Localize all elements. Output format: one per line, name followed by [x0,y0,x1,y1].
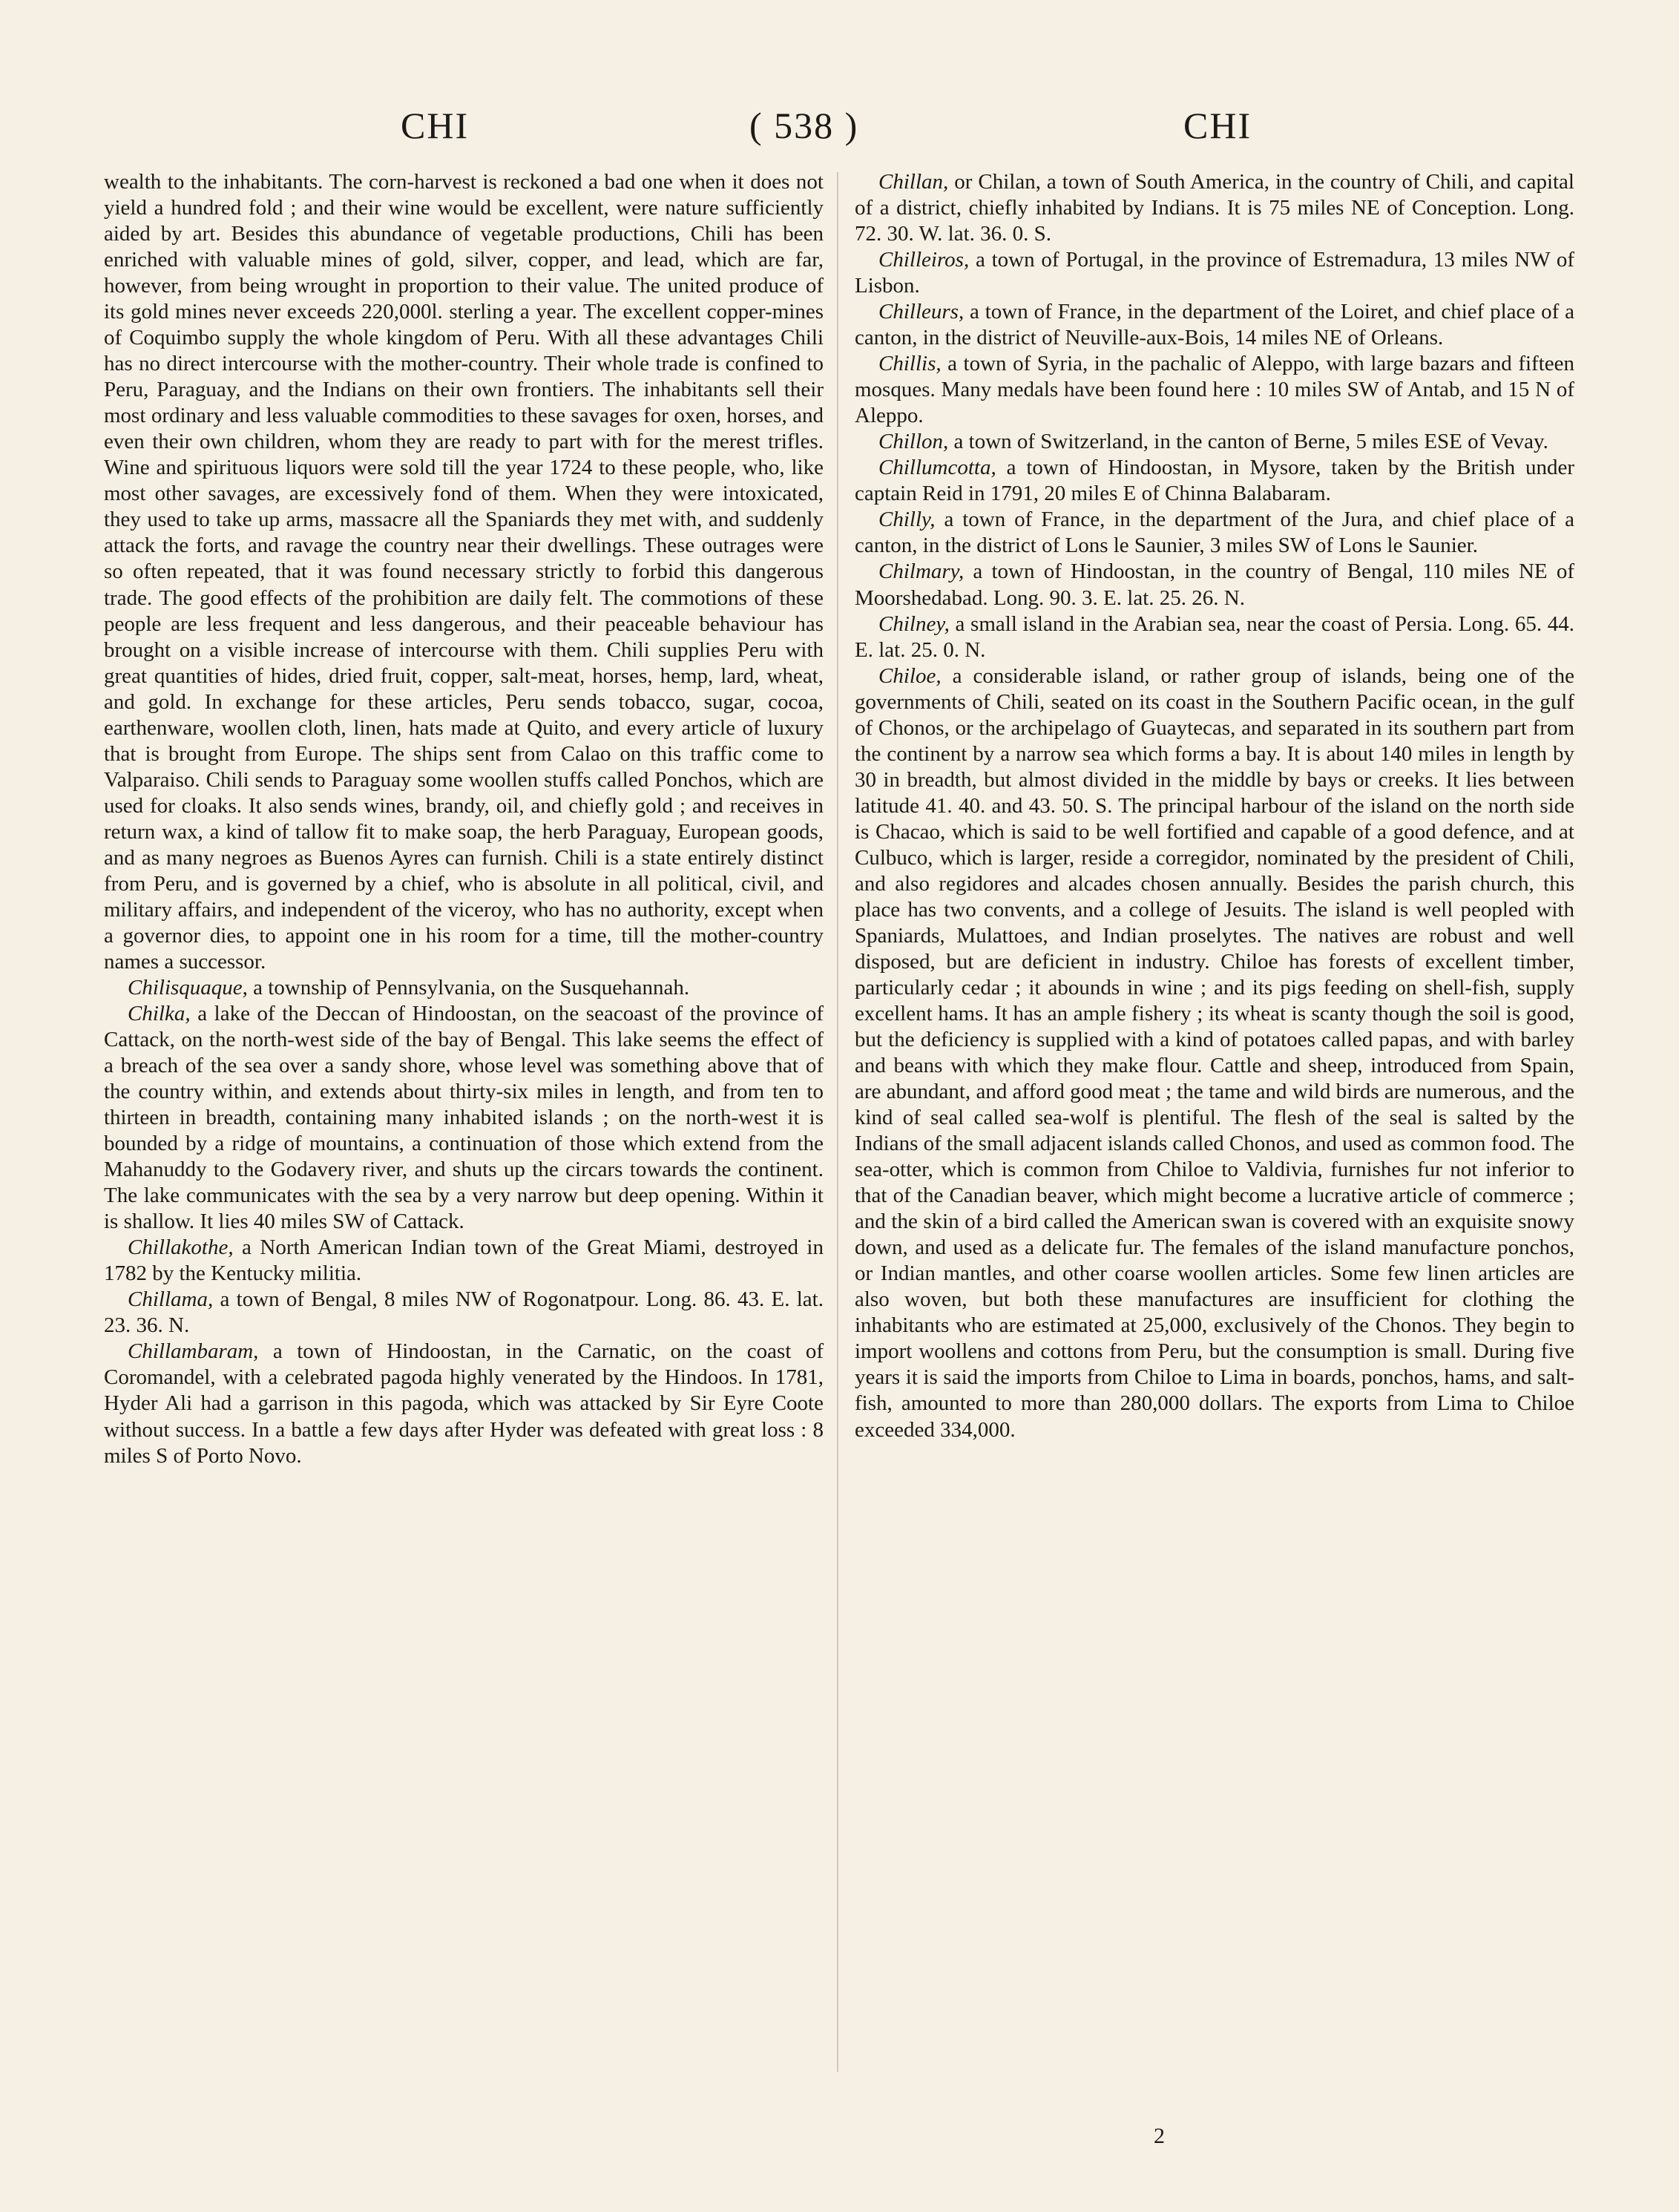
entry-chilly [855,507,1574,559]
headword: Chilmary, [878,559,965,584]
right-column [855,169,1574,1443]
entry-chilisquaque [104,975,824,1001]
headword: Chiloe, [878,663,942,688]
headword: Chillon, [878,430,949,454]
headword: Chilney, [878,611,950,636]
entry-text: or Chilan, a town of South America, in the country of Chili, and capital of a district, chiefly inhabited by Indians. It is 75 miles NE of Conception. Long. 72. 30. W. lat. 36. 0. S. [855,170,1574,246]
entry-text: a lake of the Deccan of Hindoostan, on the seacoast of the province of Cattack, on the north-west side of the bay of Bengal. This lake seems the effect of a breach of the sea over a sandy shore, whose level was something above that of the country within, and extends about thirty-six miles in length, and from ten to thirteen in breadth, containing many inhabited islands ; on the north-west it is bounded by a ridge of mountains, a continuation of those which extend from the Mahanuddy to the Godavery river, and shuts up the circars towards the continent. The lake communicates with the sea by a very narrow but deep opening. Within it is shallow. It lies 40 miles SW of Cattack. [104,1002,824,1234]
entry-text: a small island in the Arabian sea, near the coast of Persia. Long. 65. 44. E. lat. 25. 0. N. [855,611,1574,662]
signature-mark: 2 [1154,2124,1165,2148]
entry-chilleiros [855,247,1574,299]
entry-text: a town of Switzerland, in the canton of Berne, 5 miles ESE of Vevay. [948,430,1548,454]
entry-chilka [104,1001,824,1235]
headword: Chillan, [878,170,949,194]
entry-chillis [855,351,1574,429]
entry-chillakothe [104,1235,824,1287]
entry-text: a town of France, in the department of the Loiret, and chief place of a canton, in the district of Neuville-aux-Bois, 14 miles NE of Orleans. [855,300,1574,350]
entry-chilmary [855,559,1574,611]
entry-chillan [855,169,1574,247]
headword: Chillis, [878,352,942,376]
column-divider [837,172,838,2072]
headword: Chilka, [128,1002,191,1025]
running-head-right: CHI [1183,105,1252,146]
entry-text: a town of Portugal, in the province of Estremadura, 13 miles NW of Lisbon. [855,248,1574,298]
entry-chillama [104,1287,824,1339]
entry-text: a town of France, in the department of the Jura, and chief place of a canton, in the district of Lons le Saunier, 3 miles SW of Lons le Saunier. [855,508,1574,558]
entry-text: a town of Bengal, 8 miles NW of Rogonatpour. Long. 86. 43. E. lat. 23. 36. N. [104,1287,824,1338]
entry-text: a town of Syria, in the pachalic of Aleppo, with large bazars and fifteen mosques. Many medals have been found here : 10 miles SW of Antab, and 15 N of Aleppo. [855,352,1574,428]
headword: Chilisquaque, [128,975,248,1000]
entry-text: a town of Hindoostan, in the country of Bengal, 110 miles NE of Moorshedabad. Long. 90. 3. E. lat. 25. 26. N. [855,559,1574,610]
entry-chilney [855,611,1574,663]
headword: Chilly, [878,508,936,532]
entry-text: a town of Hindoostan, in the Carnatic, on the coast of Coromandel, with a celebrated pagoda highly venerated by the Hindoos. In 1781, Hyder Ali had a garrison in this pagoda, which was attacked by Sir Eyre Coote without success. In a battle a few days after Hyder was defeated with great loss : 8 miles S of Porto Novo. [104,1339,824,1468]
running-head-left: CHI [401,105,470,146]
entry-chilleurs [855,299,1574,351]
entry-chillumcotta [855,455,1574,507]
headword: Chillambaram, [128,1339,259,1364]
headword: Chilleurs, [878,300,965,324]
entry-chiloe [855,663,1574,1443]
continuation-paragraph: wealth to the inhabitants. The corn-harvest is reckoned a bad one when it does not yield a hundred fold ; and their wine would be excellent, were nature sufficiently aided by art. Besides this abundance of vegetable productions, Chili has been enriched with valuable mines of gold, silver, copper, and lead, which are far, however, from being wrought in proportion to their value. The united produce of its gold mines never exceeds 220,000l. sterling a year. The excellent copper-mines of Coquimbo supply the whole kingdom of Peru. With all these advantages Chili has no direct intercourse with the mother-country. Their whole trade is confined to Peru, Paraguay, and the Indians on their own frontiers. The inhabitants sell their most ordinary and less valuable commodities to these savages for oxen, horses, and even their own children, whom they are ready to part with for the merest trifles. Wine and spirituous liquors were sold till the year 1724 to these people, who, like most other savages, are excessively fond of them. When they were intoxicated, they used to take up arms, massacre all the Spaniards they met with, and suddenly attack the forts, and ravage the country near their dwellings. These outrages were so often repeated, that it was found necessary strictly to forbid this dangerous trade. The good effects of the prohibition are daily felt. The commotions of these people are less frequent and less dangerous, and their peaceable behaviour has brought on a visible increase of intercourse with them. Chili supplies Peru with great quantities of hides, dried fruit, copper, salt-meat, horses, hemp, lard, wheat, and gold. In exchange for these articles, Peru sends tobacco, sugar, cocoa, earthenware, woollen cloth, linen, hats made at Quito, and every article of luxury that is brought from Europe. The ships sent from Calao on this traffic come to Valparaiso. Chili sends to Paraguay some woollen stuffs called Ponchos, which are used for cloaks. It also sends wines, brandy, oil, and chiefly gold ; and receives in return wax, a kind of tallow fit to make soap, the herb Paraguay, European goods, and as many negroes as Buenos Ayres can furnish. Chili is a state entirely distinct from Peru, and is governed by a chief, who is absolute in all political, civil, and military affairs, and independent of the viceroy, who has no authority, except when a governor dies, to appoint one in his room for a time, till the mother-country names a successor. [104,170,824,974]
entry-text: a town of Hindoostan, in Mysore, taken by the British under captain Reid in 1791, 20 miles E of Chinna Balabaram. [855,456,1574,506]
running-head [0,104,1679,156]
entry-text: a township of Pennsylvania, on the Susquehannah. [247,975,690,1000]
left-column [104,169,824,1469]
headword: Chillumcotta, [878,456,996,480]
headword: Chillama, [128,1287,214,1312]
entry-chillon [855,429,1574,455]
headword: Chilleiros, [878,248,970,272]
entry-text: a considerable island, or rather group of islands, being one of the governments of Chili, seated on its coast in the Southern Pacific ocean, in the gulf of Chonos, or the archipelago of Guaytecas, and separated in its southern part from the continent by a narrow sea which forms a bay. It is about 140 miles in length by 30 in breadth, but almost divided in the middle by bays or creeks. It lies between latitude 41. 40. and 43. 50. S. The principal harbour of the island on the north side is Chacao, which is said to be well fortified and capable of a good defence, and at Culbuco, which is larger, reside a corregidor, nominated by the president of Chili, and also regidores and alcades chosen annually. Besides the parish church, this place has two convents, and a college of Jesuits. The island is well peopled with Spaniards, Mulattoes, and Indian proselytes. The natives are robust and well disposed, but are deficient in industry. Chiloe has forests of excellent timber, particularly cedar ; it abounds in wine ; and its pigs feeding on shell-fish, supply excellent hams. It has an ample fishery ; its wheat is scanty though the soil is good, but the deficiency is supplied with a kind of potatoes called papas, and with barley and beans with which they make flour. Cattle and sheep, introduced from Spain, are abundant, and afford good meat ; the tame and wild birds are numerous, and the kind of seal called sea-wolf is plentiful. The flesh of the seal is salted by the Indians of the small adjacent islands called Chonos, and used as common food. The sea-otter, which is common from Chiloe to Valdivia, furnishes fur not inferior to that of the Canadian beaver, which might become a lucrative article of commerce ; and the skin of a bird called the American swan is covered with an exquisite snowy down, and used as a delicate fur. The females of the island manufacture ponchos, or Indian mantles, and other coarse woollen articles. Some few linen articles are also woven, but both these manufactures are insufficient for clothing the inhabitants who are estimated at 25,000, exclusively of the Chonos. They begin to import woollens and cottons from Peru, but the consumption is small. During five years it is said the imports from Chiloe to Lima in boards, ponchos, hams, and salt-fish, amounted to more than 280,000 dollars. The exports from Lima to Chiloe exceeded 334,000. [855,663,1574,1442]
entry-chillambaram [104,1339,824,1468]
entry-text: a North American Indian town of the Great Miami, destroyed in 1782 by the Kentucky militia. [104,1235,824,1286]
page-number: ( 538 ) [749,105,859,146]
headword: Chillakothe, [128,1235,234,1260]
